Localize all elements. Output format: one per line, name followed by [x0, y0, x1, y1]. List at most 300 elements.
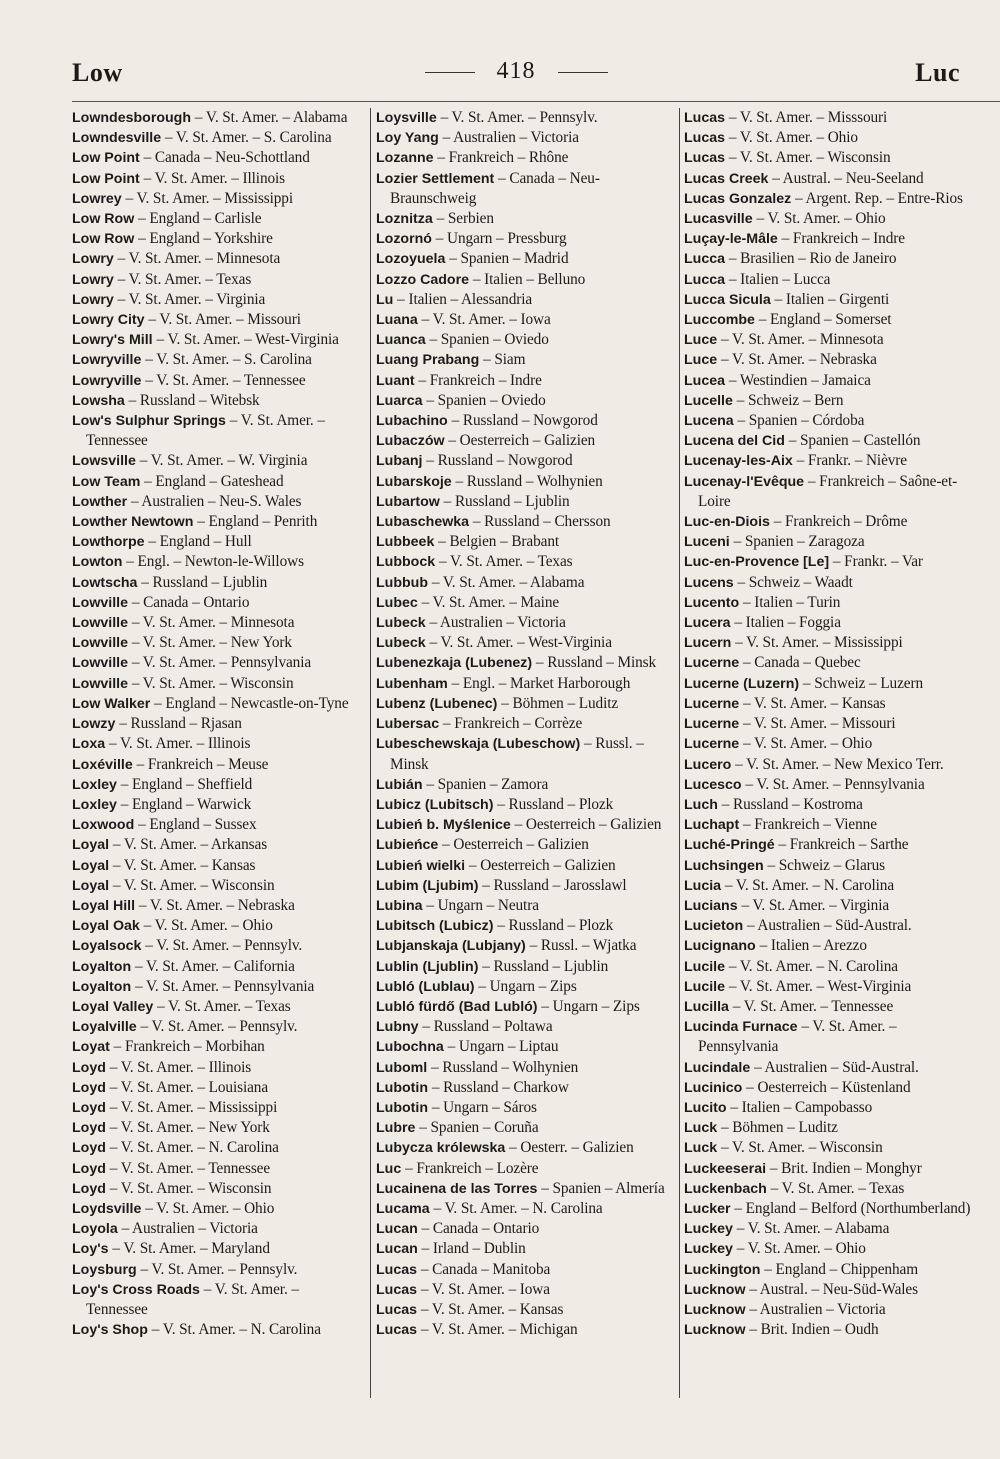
gazetteer-entry: [376, 876, 670, 896]
gazetteer-entry: [376, 977, 670, 997]
entry-details: – England – Penrith: [197, 513, 318, 531]
gazetteer-entry: [72, 512, 364, 532]
gazetteer-entry: [684, 391, 976, 411]
gazetteer-entry: [684, 189, 976, 209]
entry-details: – Italien – Turin: [743, 593, 841, 611]
entry-details: – V. St. Amer. – Maine: [421, 593, 560, 611]
entry-name: Lubersac: [376, 716, 440, 733]
gazetteer-entry: [684, 1098, 976, 1118]
entry-details: – V. St. Amer. – Pennsylv.: [440, 109, 598, 126]
entry-details: – Austral. – Neu-Seeland: [772, 169, 924, 187]
entry-name: Lucker: [684, 1200, 731, 1217]
gazetteer-entry: [684, 653, 976, 673]
gazetteer-entry: [72, 128, 364, 148]
entry-name: Lucero: [684, 756, 732, 773]
entry-details: – Russland – Nowgorod: [451, 412, 598, 430]
gazetteer-entry: [684, 1017, 976, 1057]
gazetteer-entry: [376, 229, 670, 249]
gazetteer-entry: [72, 552, 364, 572]
gazetteer-entry: [684, 714, 976, 734]
gazetteer-entry: [684, 1118, 976, 1138]
gazetteer-entry: [684, 775, 976, 795]
entry-details: – V. St. Amer. – Kansas: [743, 694, 886, 712]
entry-name: Lubenz (Lubenec): [376, 695, 498, 712]
entry-name: Lucas: [376, 1322, 418, 1339]
entry-details: – V. St. Amer. – Minnesota: [131, 614, 295, 632]
gazetteer-entry: [72, 492, 364, 512]
entry-details: – V. St. Amer. – Kansas: [112, 856, 256, 874]
entry-details: – Serbien: [436, 210, 494, 228]
gazetteer-entry: [376, 1300, 670, 1320]
gazetteer-entry: [72, 795, 364, 815]
entry-details: – Spanien – Córdoba: [737, 412, 865, 430]
entry-details: – Spanien – Almería: [541, 1179, 665, 1197]
entry-details: – Frankreich – Morbihan: [113, 1038, 265, 1056]
gazetteer-entry: [72, 411, 364, 451]
entry-name: Low Team: [72, 473, 141, 490]
entry-name: Lucerne: [684, 736, 740, 753]
gazetteer-entry: [72, 1037, 364, 1057]
gazetteer-entry: [684, 552, 976, 572]
entry-name: Luboml: [376, 1059, 428, 1076]
entry-details: – Ungarn – Zips: [541, 997, 640, 1015]
entry-details: – Russland – Ljublin: [482, 957, 609, 975]
entry-name: Lubotin: [376, 1099, 428, 1116]
entry-name: Lowndesville: [72, 130, 162, 147]
gazetteer-entry: [684, 371, 976, 391]
entry-name: Lucento: [684, 594, 740, 611]
entry-name: Lucas: [684, 150, 726, 167]
page-number-block: [72, 58, 960, 85]
gazetteer-entry: [376, 1159, 670, 1179]
entry-name: Lucile: [684, 978, 725, 995]
entry-details: – Brit. Indien – Monghyr: [769, 1159, 922, 1177]
entry-details: – England – Somerset: [758, 311, 892, 329]
entry-details: – V. St. Amer. – Mississippi: [109, 1098, 278, 1116]
entry-name: Luckeeserai: [684, 1160, 767, 1177]
page-header: [72, 58, 960, 92]
entry-details: – Russland – Chersson: [472, 513, 611, 531]
entry-name: Luc: [376, 1160, 402, 1177]
gazetteer-entry: [72, 1078, 364, 1098]
entry-details: – V. St. Amer. – Louisiana: [109, 1078, 269, 1096]
entry-details: – V. St. Amer. – N. Carolina: [724, 876, 895, 894]
gazetteer-entry: [684, 815, 976, 835]
header-rule: [72, 101, 1000, 102]
gazetteer-entry: [684, 1280, 976, 1300]
entry-details: – Australien – Victoria: [749, 1300, 886, 1318]
gazetteer-entry: [72, 573, 364, 593]
gazetteer-entry: [376, 997, 670, 1017]
gazetteer-entry: [684, 1159, 976, 1179]
gazetteer-entry: [72, 1017, 364, 1037]
entry-details: – V. St. Amer. – Texas: [438, 553, 573, 571]
entry-name: Loyd: [72, 1059, 106, 1076]
entry-name: Lubień wielki: [376, 857, 466, 874]
entry-details: – Schweiz – Glarus: [767, 856, 886, 874]
entry-name: Loyalton: [72, 978, 132, 995]
entry-name: Lucena: [684, 413, 734, 430]
entry-name: Lowndesborough: [72, 110, 192, 126]
gazetteer-entry: [684, 108, 976, 128]
gazetteer-entry: [72, 916, 364, 936]
entry-details: – V. St. Amer. – Pennsylv.: [145, 937, 303, 955]
entry-name: Loy's Shop: [72, 1322, 148, 1339]
entry-details: – Australien – Victoria: [442, 129, 579, 147]
gazetteer-entry: [376, 492, 670, 512]
entry-name: Luccombe: [684, 312, 755, 329]
gazetteer-entry: [72, 350, 364, 370]
gazetteer-entry: [684, 1320, 976, 1340]
entry-name: Lubycza królewska: [376, 1140, 506, 1157]
entry-details: – V. St. Amer. – West-Virginia: [429, 634, 612, 652]
gazetteer-entry: [72, 249, 364, 269]
gazetteer-entry: [72, 391, 364, 411]
entry-details: – Russl. – Wjatka: [529, 937, 637, 955]
entry-details: – Frankreich – Drôme: [773, 513, 908, 531]
entry-name: Lubaschewka: [376, 514, 470, 531]
entry-details: – V. St. Amer. – Texas: [770, 1179, 905, 1197]
entry-details: – V. St. Amer. – Texas: [117, 270, 252, 288]
entry-column-3: [684, 108, 976, 1453]
column-divider-1: [370, 108, 371, 1398]
entry-name: Lubbeek: [376, 534, 435, 551]
entry-details: – V. St. Amer. – Arkansas: [112, 836, 268, 854]
entry-name: Lowsha: [72, 392, 125, 409]
entry-details: – England – Hull: [148, 533, 252, 551]
entry-details: – Australien – Süd-Austral.: [754, 1058, 919, 1076]
entry-name: Lucenay-l'Evêque: [684, 473, 805, 490]
gazetteer-entry: [376, 371, 670, 391]
gazetteer-entry: [684, 472, 976, 512]
entry-details: – V. St. Amer. – Kansas: [420, 1300, 564, 1318]
entry-details: – V. St. Amer. – Mississippi: [735, 634, 903, 652]
entry-name: Loyat: [72, 1039, 110, 1056]
gazetteer-entry: [72, 674, 364, 694]
gazetteer-entry: [376, 573, 670, 593]
entry-name: Loxley: [72, 776, 117, 793]
entry-details: – V. St. Amer. – Virginia: [741, 896, 890, 914]
entry-details: – Russland – Poltawa: [422, 1018, 553, 1036]
gazetteer-entry: [72, 815, 364, 835]
gazetteer-entry: [376, 1138, 670, 1158]
entry-name: Lubicz (Lubitsch): [376, 796, 494, 813]
entry-name: Lubachino: [376, 413, 448, 430]
entry-name: Lucerne (Luzern): [684, 675, 800, 692]
entry-details: – Brit. Indien – Oudh: [749, 1321, 879, 1339]
entry-name: Lucesco: [684, 776, 742, 793]
gazetteer-entry: [376, 795, 670, 815]
entry-name: Lubina: [376, 897, 423, 914]
entry-details: – Italien – Lucca: [728, 270, 831, 288]
entry-name: Lubarskoje: [376, 473, 452, 490]
entry-details: – V. St. Amer. – N. Carolina: [433, 1199, 603, 1217]
gazetteer-entry: [684, 1219, 976, 1239]
entry-name: Low Point: [72, 150, 140, 167]
entry-details: – England – Newcastle-on-Tyne: [154, 694, 349, 712]
entry-name: Loyd: [72, 1140, 106, 1157]
entry-name: Loxwood: [72, 817, 135, 834]
entry-name: Luanca: [376, 332, 426, 349]
gazetteer-entry: [72, 835, 364, 855]
entry-name: Lubbock: [376, 554, 436, 571]
gazetteer-entry: [684, 1300, 976, 1320]
entry-name: Lubitsch (Lubicz): [376, 918, 494, 935]
gazetteer-entry: [72, 310, 364, 330]
entry-details: – Frankreich – Indre: [418, 371, 542, 389]
entry-details: – V. St. Amer. – Alabama: [431, 573, 585, 591]
entry-details: – Russland – Charkow: [431, 1078, 569, 1096]
entry-name: Lublin (Ljublin): [376, 958, 479, 975]
entry-details: – Canada – Quebec: [743, 654, 861, 672]
gazetteer-entry: [684, 755, 976, 775]
entry-name: Lowryville: [72, 372, 142, 389]
gazetteer-entry: [376, 1239, 670, 1259]
entry-name: Lucieton: [684, 918, 744, 935]
entry-details: – V. St. Amer. – W. Virginia: [139, 452, 308, 470]
gazetteer-entry: [684, 431, 976, 451]
gazetteer-entry: [684, 613, 976, 633]
entry-name: Lucas: [684, 130, 726, 147]
entry-name: Lucerne: [684, 716, 740, 733]
entry-name: Lowville: [72, 615, 128, 632]
gazetteer-entry: [376, 512, 670, 532]
gazetteer-entry: [376, 957, 670, 977]
gazetteer-entry: [376, 128, 670, 148]
gazetteer-entry: [72, 290, 364, 310]
entry-name: Luché-Pringé: [684, 837, 775, 854]
gazetteer-entry: [72, 209, 364, 229]
entry-details: – Canada – Neu-Schottland: [143, 149, 310, 167]
entry-name: Lucinico: [684, 1079, 743, 1096]
entry-details: – Russland – Plozk: [497, 795, 614, 813]
gazetteer-entry: [72, 1098, 364, 1118]
entry-details: – Canada – Ontario: [131, 593, 250, 611]
entry-name: Luant: [376, 372, 415, 389]
entry-name: Lubotin: [376, 1079, 428, 1096]
entry-details: – Spanien – Oviedo: [429, 331, 549, 349]
entry-name: Luc-en-Diois: [684, 514, 770, 531]
gazetteer-entry: [376, 209, 670, 229]
entry-name: Lowry City: [72, 312, 145, 329]
entry-details: – Austral. – Neu-Süd-Wales: [749, 1280, 918, 1298]
gazetteer-entry: [72, 229, 364, 249]
entry-name: Lowry: [72, 251, 114, 268]
entry-details: – England – Sussex: [138, 816, 257, 834]
entry-name: Lubieńce: [376, 837, 439, 854]
entry-details: – V. St. Amer. – Maryland: [112, 1240, 270, 1258]
entry-name: Loxa: [72, 736, 106, 753]
entry-details: – England – Yorkshire: [138, 230, 273, 248]
gazetteer-entry: [376, 674, 670, 694]
entry-details: – V. St. Amer. – Missouri: [148, 311, 301, 329]
gazetteer-entry: [684, 169, 976, 189]
entry-details: – Russland – Kostroma: [721, 795, 863, 813]
entry-name: Luckington: [684, 1261, 761, 1278]
entry-name: Lucens: [684, 574, 734, 591]
entry-details: – Belgien – Brabant: [438, 533, 560, 551]
entry-details: – Oesterreich – Galizien: [514, 816, 662, 834]
entry-details: – V. St. Amer. – Nebraska: [720, 351, 877, 369]
gazetteer-entry: [72, 633, 364, 653]
entry-details: – Australien – Victoria: [121, 1220, 258, 1238]
gazetteer-entry: [376, 694, 670, 714]
gazetteer-entry: [376, 148, 670, 168]
entry-details: – V. St. Amer. – Misssouri: [728, 109, 888, 126]
entry-name: Lowry: [72, 271, 114, 288]
gazetteer-entry: [72, 775, 364, 795]
gazetteer-entry: [72, 472, 364, 492]
gazetteer-entry: [376, 1199, 670, 1219]
column-divider-2: [679, 108, 680, 1398]
entry-details: – Spanien – Coruña: [419, 1119, 539, 1137]
entry-name: Lubny: [376, 1019, 419, 1036]
gazetteer-entry: [376, 1037, 670, 1057]
entry-details: – Frankreich – Vienne: [743, 816, 877, 834]
entry-details: – V. St. Amer. – N. Carolina: [109, 1139, 279, 1157]
gazetteer-entry: [684, 997, 976, 1017]
entry-name: Lubjanskaja (Lubjany): [376, 938, 526, 955]
entry-details: – V. St. Amer. – Illinois: [108, 735, 251, 753]
entry-name: Luck: [684, 1120, 718, 1137]
entry-column-2: [376, 108, 670, 1453]
entry-name: Loyd: [72, 1079, 106, 1096]
gazetteer-entry: [376, 653, 670, 673]
gazetteer-entry: [684, 795, 976, 815]
entry-details: – Oesterreich – Galizien: [468, 856, 616, 874]
entry-details: – Russland – Ljublin: [141, 573, 268, 591]
entry-details: – Frankreich – Corrèze: [442, 715, 583, 733]
entry-name: Luc-en-Provence [Le]: [684, 554, 830, 571]
entry-details: – Oesterreich – Küstenland: [746, 1078, 911, 1096]
entry-details: – Spanien – Oviedo: [426, 391, 546, 409]
gazetteer-entry: [684, 633, 976, 653]
entry-details: – Italien – Girgenti: [774, 290, 890, 308]
gazetteer-entry: [376, 451, 670, 471]
entry-name: Lucasville: [684, 211, 753, 228]
entry-details: – Ungarn – Pressburg: [435, 230, 567, 248]
entry-details: – Ungarn – Zips: [478, 977, 577, 995]
gazetteer-entry: [684, 532, 976, 552]
entry-details: – Spanien – Zamora: [426, 775, 549, 793]
entry-name: Loyal: [72, 877, 110, 894]
entry-details: – V. St. Amer. – Alabama: [194, 109, 348, 126]
entry-column-1: [72, 108, 364, 1453]
gazetteer-entry: [376, 633, 670, 653]
entry-details: – Schweiz – Bern: [736, 391, 844, 409]
entry-details: – V. St. Amer. – New Mexico Terr.: [735, 755, 944, 773]
entry-name: Lucito: [684, 1099, 727, 1116]
gazetteer-entry: [72, 593, 364, 613]
entry-name: Lucera: [684, 615, 731, 632]
entry-name: Lowton: [72, 554, 123, 571]
entry-name: Lucindale: [684, 1059, 751, 1076]
gazetteer-entry: [72, 1199, 364, 1219]
entry-details: – Italien – Arezzo: [759, 937, 867, 955]
entry-details: – Russland – Wolhynien: [431, 1058, 579, 1076]
gazetteer-entry: [72, 755, 364, 775]
gazetteer-entry: [376, 350, 670, 370]
entry-name: Lubim (Ljubim): [376, 877, 479, 894]
entry-name: Lucknow: [684, 1301, 746, 1318]
entry-name: Lowthorpe: [72, 534, 145, 551]
entry-name: Lowryville: [72, 352, 142, 369]
entry-name: Lucia: [684, 877, 722, 894]
gazetteer-entry: [376, 856, 670, 876]
gazetteer-entry: [684, 330, 976, 350]
gazetteer-entry: [376, 330, 670, 350]
gazetteer-entry: [72, 653, 364, 673]
entry-details: – Böhmen – Luditz: [720, 1119, 838, 1137]
entry-details: – Russland – Plozk: [497, 917, 614, 935]
gazetteer-entry: [684, 936, 976, 956]
entry-name: Loyalsock: [72, 938, 142, 955]
gazetteer-entry: [376, 472, 670, 492]
entry-details: – V. St. Amer. – Minnesota: [117, 250, 281, 268]
gazetteer-entry: [684, 694, 976, 714]
entry-details: – V. St. Amer. – Pennsylvania: [698, 1018, 897, 1056]
entry-details: – Frankr. – Var: [832, 553, 923, 571]
gazetteer-entry: [376, 532, 670, 552]
entry-name: Lowry's Mill: [72, 332, 153, 349]
gazetteer-entry: [376, 310, 670, 330]
entry-details: – V. St. Amer. – Ohio: [736, 1240, 866, 1258]
gazetteer-entry: [684, 957, 976, 977]
entry-name: Low Row: [72, 211, 135, 228]
entry-name: Lucknow: [684, 1322, 746, 1339]
entry-details: – V. St. Amer. – California: [134, 957, 295, 975]
entry-name: Lubenham: [376, 675, 448, 692]
entry-name: Lucenay-les-Aix: [684, 453, 793, 470]
entry-name: Loyal Oak: [72, 918, 140, 935]
gazetteer-entry: [72, 148, 364, 168]
entry-details: – V. St. Amer. – New York: [131, 634, 292, 652]
entry-name: Lucknow: [684, 1281, 746, 1298]
entry-details: – V. St. Amer. – Tennessee: [145, 371, 306, 389]
entry-name: Lozanne: [376, 150, 434, 167]
gazetteer-entry: [72, 1260, 364, 1280]
gazetteer-entry: [684, 835, 976, 855]
entry-name: Lucea: [684, 372, 726, 389]
entry-details: – V. St. Amer. – Minnesota: [720, 331, 884, 349]
gazetteer-entry: [72, 532, 364, 552]
gazetteer-entry: [376, 714, 670, 734]
entry-details: – V. St. Amer. – Mississippi: [125, 189, 293, 207]
gazetteer-entry: [72, 1159, 364, 1179]
entry-details: – V. St. Amer. – N. Carolina: [151, 1321, 321, 1339]
entry-name: Lowville: [72, 594, 128, 611]
entry-name: Loyal: [72, 857, 110, 874]
entry-name: Lucca: [684, 251, 726, 268]
entry-details: – England – Belford (Northumberland): [734, 1199, 971, 1217]
entry-details: – Australien – Victoria: [429, 614, 566, 632]
entry-name: Lozier Settlement: [376, 170, 495, 187]
entry-details: – Frankreich – Saône-et-Loire: [698, 472, 958, 510]
entry-name: Lowry: [72, 291, 114, 308]
gazetteer-entry: [376, 896, 670, 916]
entry-name: Lubień b. Myślenice: [376, 817, 511, 834]
entry-name: Low Walker: [72, 695, 151, 712]
entry-details: – V. St. Amer. – Alabama: [736, 1220, 890, 1238]
gazetteer-entry: [684, 229, 976, 249]
entry-details: – Canada – Ontario: [421, 1220, 540, 1238]
gazetteer-entry: [684, 674, 976, 694]
header-left-catchword: Low: [72, 58, 123, 87]
entry-details: – Engl. – Newton-le-Willows: [126, 553, 304, 571]
gazetteer-entry: [376, 1179, 670, 1199]
entry-name: Lubló fürdő (Bad Lubló): [376, 998, 538, 1015]
entry-details: – Canada – Neu-Braunschweig: [390, 169, 600, 207]
